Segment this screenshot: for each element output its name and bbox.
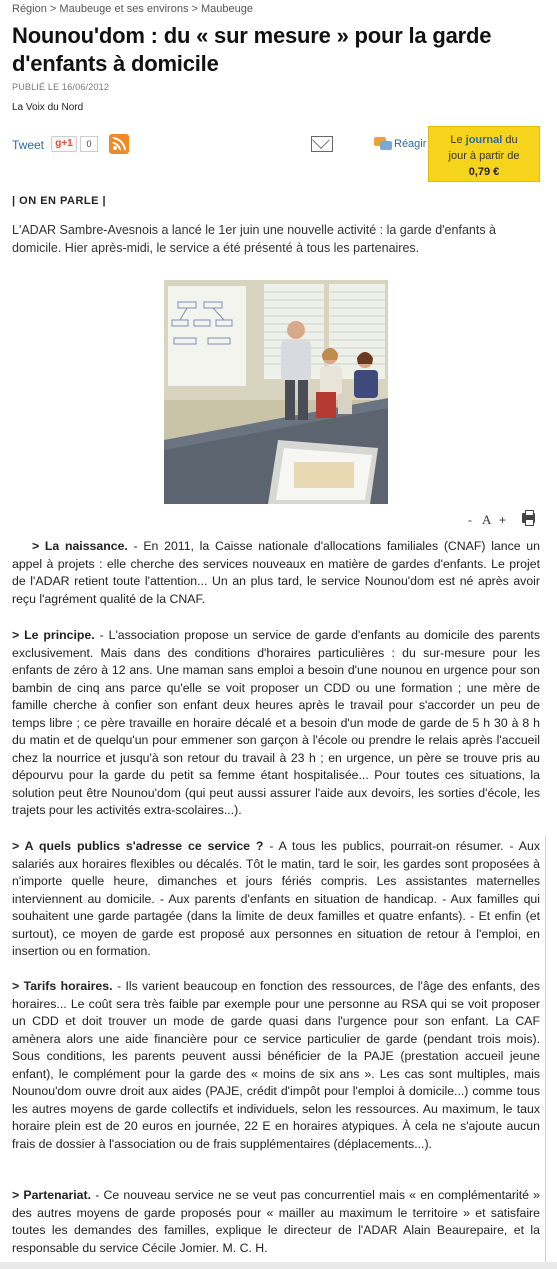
section-publics <box>12 838 540 961</box>
section-heading: > Le principe. <box>12 628 95 642</box>
article-lead: L'ADAR Sambre-Avesnois a lancé le 1er juin une nouvelle activité : la garde d'enfants à domicile. Hier après-midi, le service a été présenté à tous les partenaires. <box>12 223 496 255</box>
promo-line-1: Le journal du <box>450 134 518 146</box>
comment-icon[interactable] <box>374 137 392 150</box>
rss-icon[interactable] <box>109 134 129 154</box>
print-icon[interactable] <box>522 513 535 523</box>
breadcrumb <box>12 3 253 15</box>
article-photo[interactable] <box>164 280 388 504</box>
article-title: Nounou'dom : du « sur mesure » pour la garde d'enfants à domicile <box>12 23 492 76</box>
section-text: - En 2011, la Caisse nationale d'allocations familiales (CNAF) lance un appel à projets : elle cherche des services nouveaux en matière de gardes d'enfants. Le projet de l'ADAR retient toute l'attention... Un an plus tard, le service Nounou'dom est né après avoir reçu l'agrément qualité de la CNAF. <box>12 539 540 606</box>
section-heading: > Tarifs horaires. <box>12 979 113 993</box>
section-text: - Ils varient beaucoup en fonction des ressources, de l'âge des enfants, des horaires... Le coût sera très faible par exemple pour une personne au RSA qui se voit proposer un CDD et doit trouver un mode de garde quasi dans l'urgence pour son enfant. La CAF amènera alors une aide financière pour ce service particulier de garde (pendant trois mois). Sous conditions, les parents peuvent aussi bénéficier de la PAJE (prestation accueil jeune enfant), le complément pour la garde des « moins de six ans ». Les cas sont multiples, mais Nounou'dom ouvre droit aux aides (PAJE, crédit d'impôt pour l'emploi à domicile...) comme tous les autres moyens de garde collectifs et individuels, selon les ressources. Au maximum, le taux horaire plein est de 20 euros en journée, 22 E en horaires atypiques. À cela ne s'ajoute aucun frais de dossier à l'association ou de frais supplémentaires (déplacements...). <box>12 979 541 1151</box>
promo-line-2: jour à partir de <box>448 150 520 162</box>
breadcrumb-item-maubeuge-environs[interactable]: Maubeuge et ses environs <box>59 3 189 15</box>
section-heading: > Partenariat. <box>12 1188 92 1202</box>
promo-price: 0,79 € <box>468 166 500 178</box>
rubrique-label: | ON EN PARLE | <box>12 195 107 207</box>
section-text: - A tous les publics, pourrait-on résumer. - Aux salariés aux horaires flexibles ou décalés. Tôt le matin, tard le soir, les gardes sont proposées à n'importe quelle heure, dimanches et jours fériés compris. Les assistantes maternelles interviennent au domicile. - Aux parents d'enfants en situation de handicap. - Aux familles qui souhaitent une garde partagée (dans la limite de deux familles et quatre enfants). - Et enfin (et surtout), ce moyen de garde est proposé aux personnes en situation de retour à l'emploi, en insertion ou en formation. <box>12 839 540 958</box>
breadcrumb-item-region[interactable]: Région <box>12 3 47 15</box>
section-heading: > La naissance. <box>32 539 128 553</box>
meeting-photo <box>164 280 388 504</box>
page-footer-strip <box>0 1262 557 1269</box>
breadcrumb-separator: > <box>49 3 57 15</box>
share-bar <box>0 124 557 184</box>
tweet-button[interactable]: Tweet <box>12 138 45 152</box>
section-text: - Ce nouveau service ne se veut pas concurrentiel mais « en complémentarité » des autres moyens de garde proposés pour « mailler au maximum le territoire » et satisfaire toutes les demandes des familles, explique le directeur de l'ADAR Alain Beaurepaire, et la responsable du service Cécile Jomier. M. C. H. <box>12 1188 540 1255</box>
publish-date: PUBLIÉ LE 16/06/2012 <box>12 82 110 92</box>
breadcrumb-separator: > <box>191 3 198 15</box>
section-partenariat <box>12 1187 540 1257</box>
breadcrumb-item-maubeuge[interactable]: Maubeuge <box>201 3 254 15</box>
gplus-button[interactable]: g+1 <box>51 136 77 152</box>
gplus-count: 0 <box>80 136 98 152</box>
section-principe <box>12 627 540 820</box>
text-tools <box>466 513 538 527</box>
column-divider <box>545 836 546 1262</box>
section-heading: > A quels publics s'adresse ce service ? <box>12 839 264 853</box>
react-link[interactable]: Réagir <box>394 138 427 150</box>
journal-promo-banner[interactable] <box>428 126 540 182</box>
font-increase-button[interactable]: + <box>499 513 507 527</box>
section-naissance <box>12 538 540 608</box>
article-source: La Voix du Nord <box>12 102 84 113</box>
section-tarifs <box>12 978 540 1153</box>
font-decrease-button[interactable]: - <box>468 513 472 527</box>
section-text: - L'association propose un service de garde d'enfants au domicile des parents exclusivement. Mais dans des conditions d'horaires particulières : du sur-mesure pour les enfants de zéro à 12 ans. Une maman sans emploi a besoin d'une nounou en urgence pour son bambin de cinq ans parce qu'elle se voit proposer un CDD ou une formation ; une mère de famille cherche à confier son enfant deux heures après le travail pour s'accorder un peu de temps libre ; ce père travaille en horaire décalé et a besoin d'un mode de garde de 5 h 30 à 8 h du matin et de quelqu'un pour emmener son garçon à l'école ou prendre le relais après l'accueil chez la nourrice et jusqu'à son retour du travail à 23 h ; en urgence, un père se trouve pris au dépourvu pour la garde du petit sa femme étant hospitalisée... Pour toutes ces situations, la solution peut être Nounou'dom (qui peut aussi assurer l'aide aux devoirs, les sorties d'école, les trajets pour les activités extra-scolaires...). <box>12 628 540 817</box>
font-size-label: A <box>482 512 492 527</box>
mail-icon[interactable] <box>311 136 333 152</box>
